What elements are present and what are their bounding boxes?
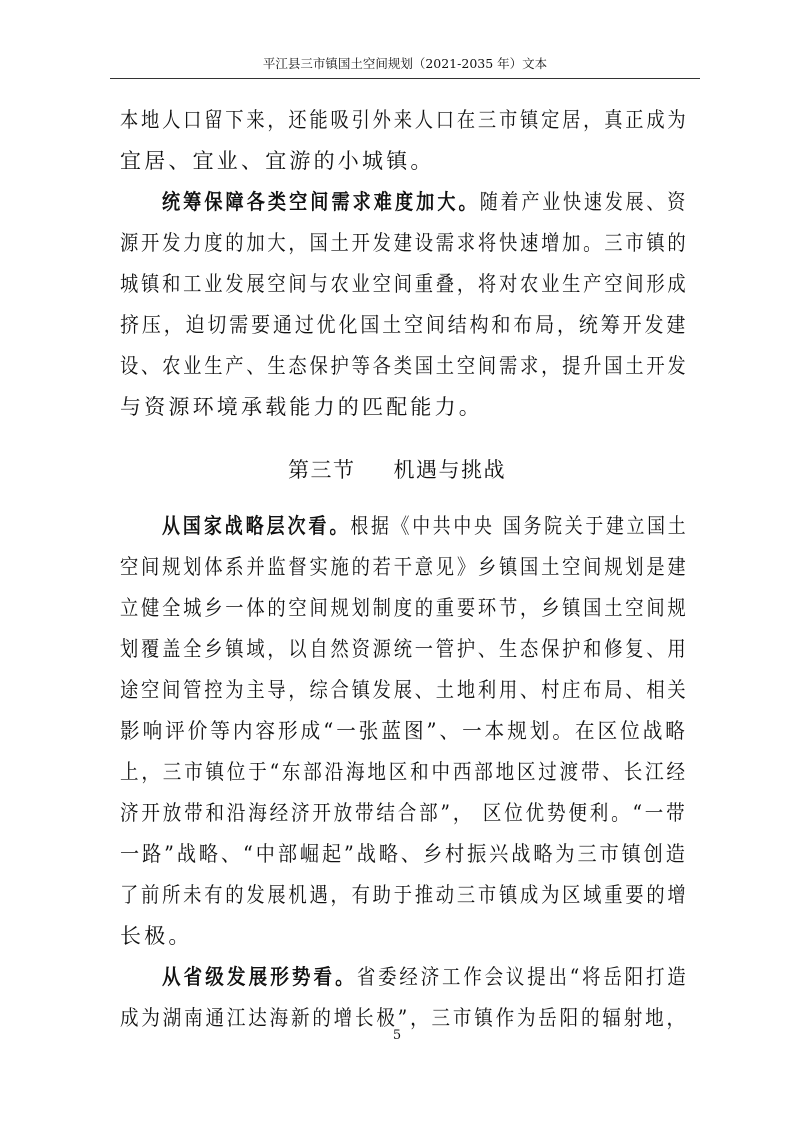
paragraph-line: 与资源环境承载能力的匹配能力。 xyxy=(120,395,483,419)
paragraph-line: 上，三市镇位于“东部沿海地区和中西部地区过渡带、长江经 xyxy=(120,760,688,784)
paragraph-line: 空间规划体系并监督实施的若干意见》乡镇国土空间规划是建 xyxy=(120,555,689,579)
paragraph-lead-bold: 从国家战略层次看。 xyxy=(162,514,351,538)
paragraph-text: 随着产业快速发展、资 xyxy=(479,190,689,214)
paragraph-text: 省委经济工作会议提出“将岳阳打造 xyxy=(356,965,689,989)
paragraph-line: 影响评价等内容形成“一张蓝图”、一本规划。在区位战略 xyxy=(120,719,688,743)
section-title-text: 机遇与挑战 xyxy=(393,458,506,482)
paragraph-text: 根据《中共中央 国务院关于建立国土 xyxy=(350,514,689,538)
paragraph-line: 一路”战略、“中部崛起”战略、乡村振兴战略为三市镇创造 xyxy=(120,842,688,866)
paragraph-line: 了前所未有的发展机遇，有助于推动三市镇成为区域重要的增 xyxy=(120,883,689,907)
paragraph-first-line xyxy=(162,512,688,540)
paragraph-line: 划覆盖全乡镇域，以自然资源统一管护、生态保护和修复、用 xyxy=(120,637,689,661)
paragraph-lead-bold: 统筹保障各类空间需求难度加大。 xyxy=(162,190,480,214)
page-header: 平江县三市镇国土空间规划（2021-2035 年）文本 xyxy=(110,56,700,79)
paragraph-line: 宜居、宜业、宜游的小城镇。 xyxy=(120,149,435,173)
paragraph-line: 立健全城乡一体的空间规划制度的重要环节，乡镇国土空间规 xyxy=(120,596,689,620)
paragraph-first-line xyxy=(162,188,688,216)
paragraph-line: 途空间管控为主导，综合镇发展、土地利用、村庄布局、相关 xyxy=(120,678,689,702)
paragraph-lead-bold: 从省级发展形势看。 xyxy=(162,965,357,989)
paragraph-line: 成为湖南通江达海新的增长极”，三市镇作为岳阳的辐射地， xyxy=(120,1006,688,1030)
paragraph-line: 济开放带和沿海经济开放带结合部”， 区位优势便利。“一带 xyxy=(120,801,688,825)
paragraph-line: 本地人口留下来，还能吸引外来人口在三市镇定居，真正成为 xyxy=(120,108,689,132)
paragraph-line: 源开发力度的加大，国土开发建设需求将快速增加。三市镇的 xyxy=(120,231,689,255)
paragraph-line: 设、农业生产、生态保护等各类国土空间需求，提升国土开发 xyxy=(120,354,689,378)
paragraph-line: 城镇和工业发展空间与农业空间重叠，将对农业生产空间形成 xyxy=(120,272,689,296)
paragraph-line: 挤压，迫切需要通过优化国土空间结构和布局，统筹开发建 xyxy=(120,313,689,337)
paragraph-first-line xyxy=(162,963,689,991)
section-number: 第三节 xyxy=(288,458,356,482)
paragraph-line: 长极。 xyxy=(120,924,193,948)
section-heading xyxy=(0,456,794,484)
page-number: 5 xyxy=(392,1028,402,1043)
